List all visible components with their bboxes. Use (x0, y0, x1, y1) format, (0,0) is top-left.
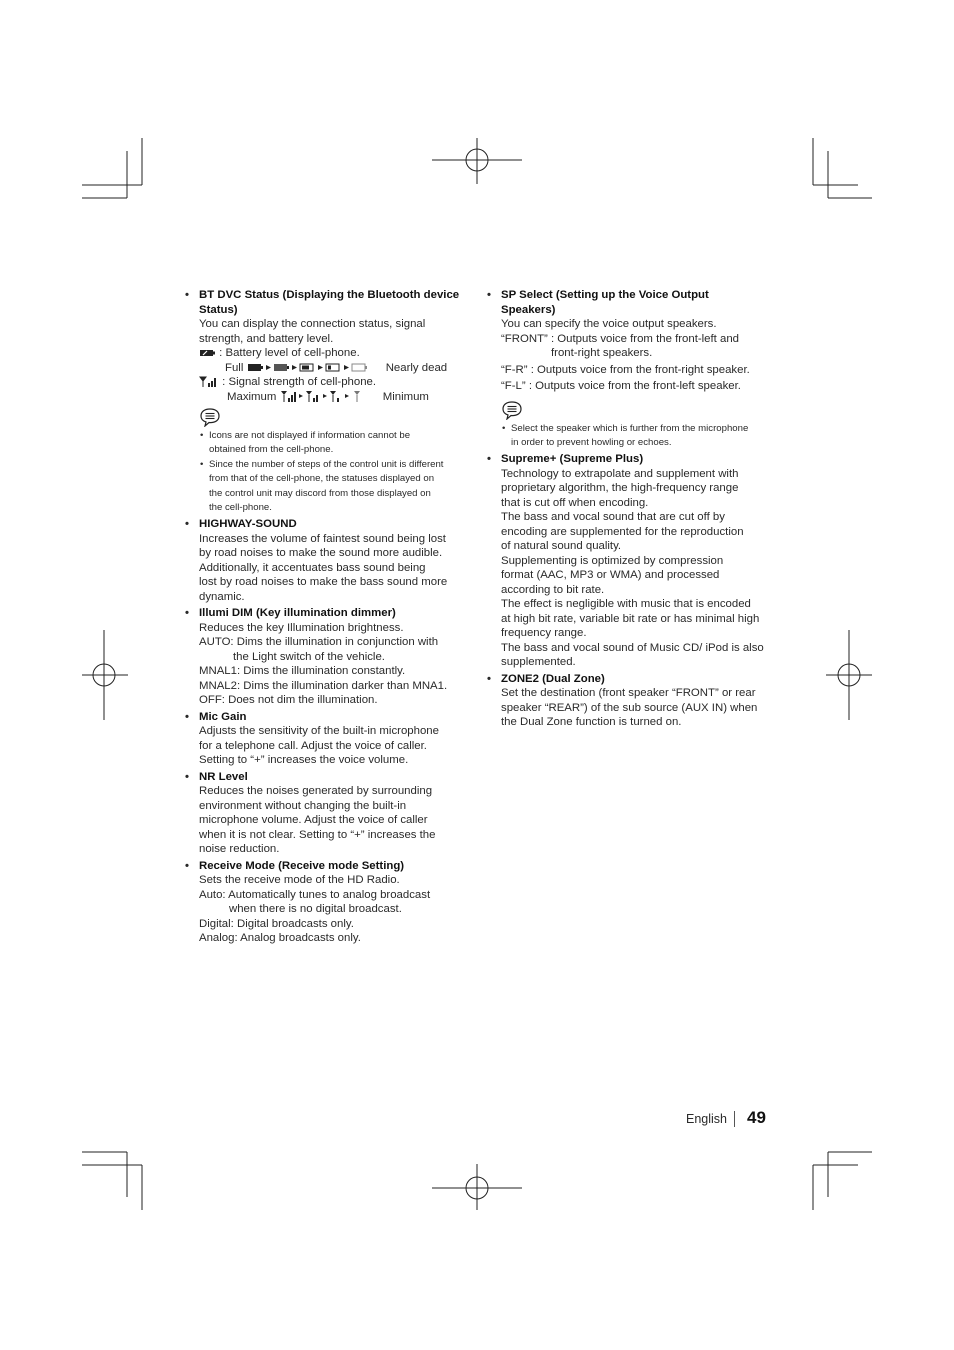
body-text: Analog: Analog broadcasts only. (199, 932, 361, 945)
battery-row (199, 346, 467, 361)
item-title: Illumi DIM (Key illumination dimmer) (199, 607, 396, 620)
body-text: at high bit rate, variable bit rate or has minimal high (501, 612, 760, 625)
body-text: Increases the volume of faintest sound being lost (199, 532, 446, 545)
bullet: • (185, 710, 189, 723)
body-text: supplemented. (501, 656, 576, 669)
signal-scale (199, 390, 467, 405)
item-title: Status) (199, 303, 238, 316)
body-text: for a telephone call. Adjust the voice of caller. (199, 739, 427, 752)
bullet: • (487, 672, 491, 685)
item-title: NR Level (199, 770, 248, 783)
body-text: MNAL1: Dims the illumination constantly. (199, 665, 406, 678)
battery-scale (199, 361, 467, 376)
body-text: Supplementing is optimized by compression (501, 554, 724, 567)
body-text: Adjusts the sensitivity of the built-in microphone (199, 725, 439, 738)
item-title: ZONE2 (Dual Zone) (501, 672, 605, 685)
body-text: Reduces the key Illumination brightness. (199, 621, 404, 634)
body-text: frequency range. (501, 627, 587, 640)
body-text: The effect is negligible with music that is encoded (501, 598, 751, 611)
item-receive-mode (185, 859, 467, 946)
bullet: • (185, 518, 189, 531)
body-text: dynamic. (199, 590, 245, 603)
item-illumi-dim (185, 606, 467, 708)
item-title: HIGHWAY-SOUND (199, 518, 297, 531)
signal-levels-icon (280, 390, 380, 402)
body-text: “F-R” : Outputs voice from the front-right speaker. (501, 363, 750, 376)
item-bt-dvc-status (185, 288, 467, 515)
body-text: speaker “REAR”) of the sub source (AUX IN) when (501, 701, 758, 714)
body-text: format (AAC, MP3 or WMA) and processed (501, 569, 720, 582)
body-text: The bass and vocal sound of Music CD/ iPod is also (501, 641, 764, 654)
note-item: • Since the number of steps of the control unit is different from that of the cell-phone, the statuses displayed on the control unit may discord from those displayed on the cell-phone. (199, 458, 467, 516)
signal-row (199, 375, 467, 390)
body-text: MNAL2: Dims the illumination darker than MNA1. (199, 679, 448, 692)
right-column (487, 288, 771, 732)
bullet: • (185, 289, 189, 301)
note-item: • Icons are not displayed if information cannot be obtained from the cell-phone. (199, 429, 467, 458)
body-text: the Dual Zone function is turned on. (501, 716, 682, 729)
item-title: Supreme+ (Supreme Plus) (501, 453, 644, 466)
item-title: BT DVC Status (Displaying the Bluetooth device (199, 289, 460, 301)
body-text: You can specify the voice output speakers. (501, 318, 717, 330)
bullet: • (185, 607, 189, 620)
signal-icon (199, 376, 219, 387)
body-text: front-right speakers. (551, 347, 653, 359)
body-text: Reduces the noises generated by surrounding (199, 785, 433, 798)
note-icon (501, 400, 523, 420)
nearly-dead-label: Nearly dead (385, 361, 448, 374)
bullet: • (185, 859, 189, 872)
body-text: “FRONT” : Outputs voice from the front-left and (501, 332, 740, 345)
body-text: You can display the connection status, signal (199, 318, 426, 330)
body-text: Digital: Digital broadcasts only. (199, 917, 354, 930)
item-sp-select (487, 288, 771, 450)
item-title: Mic Gain (199, 710, 247, 723)
footer-divider (734, 1111, 735, 1127)
body-text: Technology to extrapolate and supplement with (501, 467, 739, 480)
battery-icon (199, 348, 216, 358)
body-text: Auto: Automatically tunes to analog broadcast (199, 888, 431, 901)
body-text: of natural sound quality. (501, 540, 622, 553)
body-text: according to bit rate. (501, 583, 605, 596)
item-zone2 (487, 672, 771, 730)
full-label: Full (225, 361, 244, 374)
note-list (501, 422, 771, 451)
body-text: when there is no digital broadcast. (229, 903, 402, 916)
body-text: OFF: Does not dim the illumination. (199, 694, 378, 707)
body-text: proprietary algorithm, the high-frequency range (501, 482, 739, 495)
body-text: Additionally, it accentuates bass sound being (199, 561, 426, 574)
left-column (185, 288, 467, 948)
bullet: • (487, 289, 491, 301)
body-text: Setting to “+” increases the voice volume. (199, 754, 409, 767)
body-text: AUTO: Dims the illumination in conjunction with (199, 636, 439, 649)
body-text: when it is not clear. Setting to “+” increases the (199, 828, 436, 841)
note-list (199, 429, 467, 515)
item-title: Receive Mode (Receive mode Setting) (199, 859, 405, 872)
body-text: Set the destination (front speaker “FRONT” or rear (501, 687, 756, 700)
bullet: • (487, 453, 491, 466)
body-text: noise reduction. (199, 843, 280, 856)
battery-label: : Battery level of cell-phone. (219, 347, 360, 359)
body-text: microphone volume. Adjust the voice of caller (199, 814, 428, 827)
body-text: lost by road noises to make the bass sound more (199, 576, 448, 589)
body-text: Sets the receive mode of the HD Radio. (199, 874, 400, 887)
maximum-label: Maximum (227, 390, 277, 403)
body-text: “F-L” : Outputs voice from the front-left speaker. (501, 380, 741, 392)
minimum-label: Minimum (382, 390, 429, 403)
body-text: the Light switch of the vehicle. (233, 650, 385, 663)
bullet: • (185, 770, 189, 783)
body-text: environment without changing the built-in (199, 799, 407, 812)
battery-levels-icon (247, 362, 383, 373)
signal-label: : Signal strength of cell-phone. (222, 376, 377, 388)
item-supreme-plus (487, 452, 771, 670)
body-text: that is cut off when encoding. (501, 496, 649, 509)
item-mic-gain (185, 710, 467, 768)
body-text: by road noises to make the sound more audible. (199, 547, 443, 560)
body-text: The bass and vocal sound that are cut off by (501, 511, 725, 524)
note-item: • Select the speaker which is further from the microphone in order to prevent howling or echoes. (501, 422, 771, 451)
item-highway-sound (185, 517, 467, 604)
language-label: English (686, 1112, 727, 1126)
note-icon (199, 407, 221, 427)
item-nr-level (185, 770, 467, 857)
item-title: Speakers) (501, 303, 556, 316)
body-text: strength, and battery level. (199, 332, 334, 345)
item-title: SP Select (Setting up the Voice Output (501, 289, 709, 301)
body-text: encoding are supplemented for the reproduction (501, 525, 744, 538)
page-number: 49 (747, 1108, 766, 1127)
